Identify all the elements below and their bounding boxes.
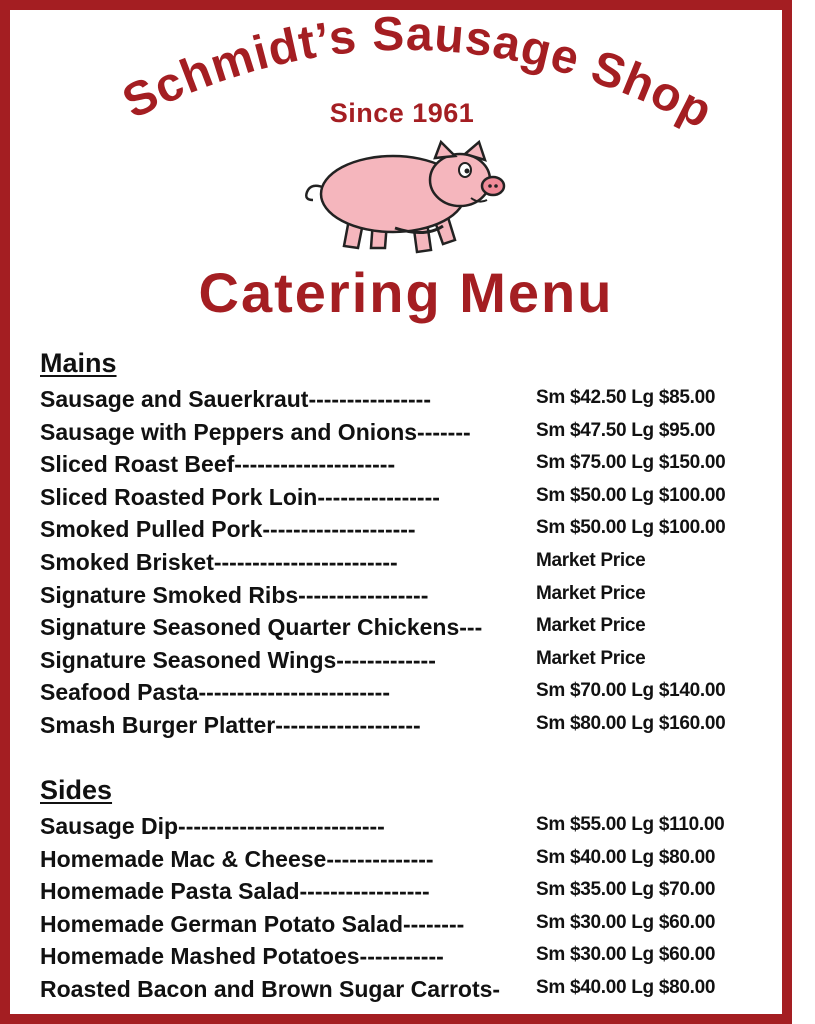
menu-item-name: Smoked Pulled Pork-------------------- xyxy=(40,516,416,543)
menu-item-price: Sm $42.50 Lg $85.00 xyxy=(536,387,716,408)
menu-item-row xyxy=(40,973,780,1005)
menu-item-name: Seafood Pasta------------------------- xyxy=(40,679,390,706)
menu-item-price: Sm $80.00 Lg $160.00 xyxy=(536,713,726,734)
menu-item-name: Homemade German Potato Salad-------- xyxy=(40,910,465,937)
menu-item-row xyxy=(40,611,780,643)
menu-item-row xyxy=(40,513,780,545)
menu-item-price: Sm $75.00 Lg $150.00 xyxy=(536,452,726,474)
menu-item-price: Market Price xyxy=(536,615,646,637)
section-heading-mains: Mains xyxy=(40,348,117,378)
menu-item-name: Smoked Brisket------------------------ xyxy=(40,549,398,575)
menu-item-name: Homemade Pasta Salad----------------- xyxy=(40,878,430,905)
menu-item-name: Signature Smoked Ribs----------------- xyxy=(40,581,429,608)
menu-item-row xyxy=(40,448,780,480)
menu-item-row xyxy=(40,644,780,676)
menu-item-price: Market Price xyxy=(536,550,646,571)
since-tagline: Since 1961 xyxy=(329,98,475,128)
menu-item-price: Sm $50.00 Lg $100.00 xyxy=(536,517,726,539)
pig-icon xyxy=(295,136,515,256)
menu-item-row xyxy=(40,676,780,708)
menu-item-price: Sm $35.00 Lg $70.00 xyxy=(536,879,716,901)
menu-item-name: Signature Seasoned Quarter Chickens--- xyxy=(40,614,483,641)
menu-item-row xyxy=(40,481,780,513)
menu-item-name: Sausage with Peppers and Onions------- xyxy=(40,418,471,445)
menu-item-row xyxy=(40,709,780,741)
menu-item-row xyxy=(40,875,780,907)
menu-item-price: Sm $40.00 Lg $80.00 xyxy=(536,977,716,998)
menu-item-name: Sausage and Sauerkraut---------------- xyxy=(40,386,431,412)
menu-item-row xyxy=(40,383,780,415)
menu-item-name: Smash Burger Platter------------------- xyxy=(40,712,421,738)
menu-item-name: Sliced Roasted Pork Loin---------------- xyxy=(40,483,440,510)
menu-item-name: Homemade Mashed Potatoes----------- xyxy=(40,943,444,970)
menu-item-price: Sm $40.00 Lg $80.00 xyxy=(536,846,716,868)
menu-item-name: Homemade Mac & Cheese-------------- xyxy=(40,845,434,872)
menu-item-name: Sausage Dip--------------------------- xyxy=(40,813,385,839)
menu-item-price: Sm $70.00 Lg $140.00 xyxy=(536,680,726,702)
menu-item-price: Sm $55.00 Lg $110.00 xyxy=(536,814,725,835)
menu-item-row xyxy=(40,908,780,940)
menu-item-price: Sm $30.00 Lg $60.00 xyxy=(536,911,716,933)
menu-item-price: Sm $47.50 Lg $95.00 xyxy=(536,419,716,441)
menu-item-row xyxy=(40,416,780,448)
menu-item-row xyxy=(40,546,780,578)
menu-item-name: Signature Seasoned Wings------------- xyxy=(40,646,436,673)
menu-item-row xyxy=(40,843,780,875)
menu-item-name: Sliced Roast Beef--------------------- xyxy=(40,451,396,478)
shop-name: Schmidt’s Sausage Shop xyxy=(114,10,721,140)
menu-item-row xyxy=(40,810,780,842)
menu-item-row xyxy=(40,579,780,611)
menu-title: Catering Menu xyxy=(198,261,614,324)
menu-item-name: Roasted Bacon and Brown Sugar Carrots- xyxy=(40,976,501,1002)
menu-item-price: Market Price xyxy=(536,582,646,604)
menu-item-row xyxy=(40,940,780,972)
menu-item-price: Market Price xyxy=(536,647,646,669)
menu-item-price: Sm $30.00 Lg $60.00 xyxy=(536,944,716,966)
section-heading-sides: Sides xyxy=(40,775,113,805)
menu-item-price: Sm $50.00 Lg $100.00 xyxy=(536,484,726,506)
